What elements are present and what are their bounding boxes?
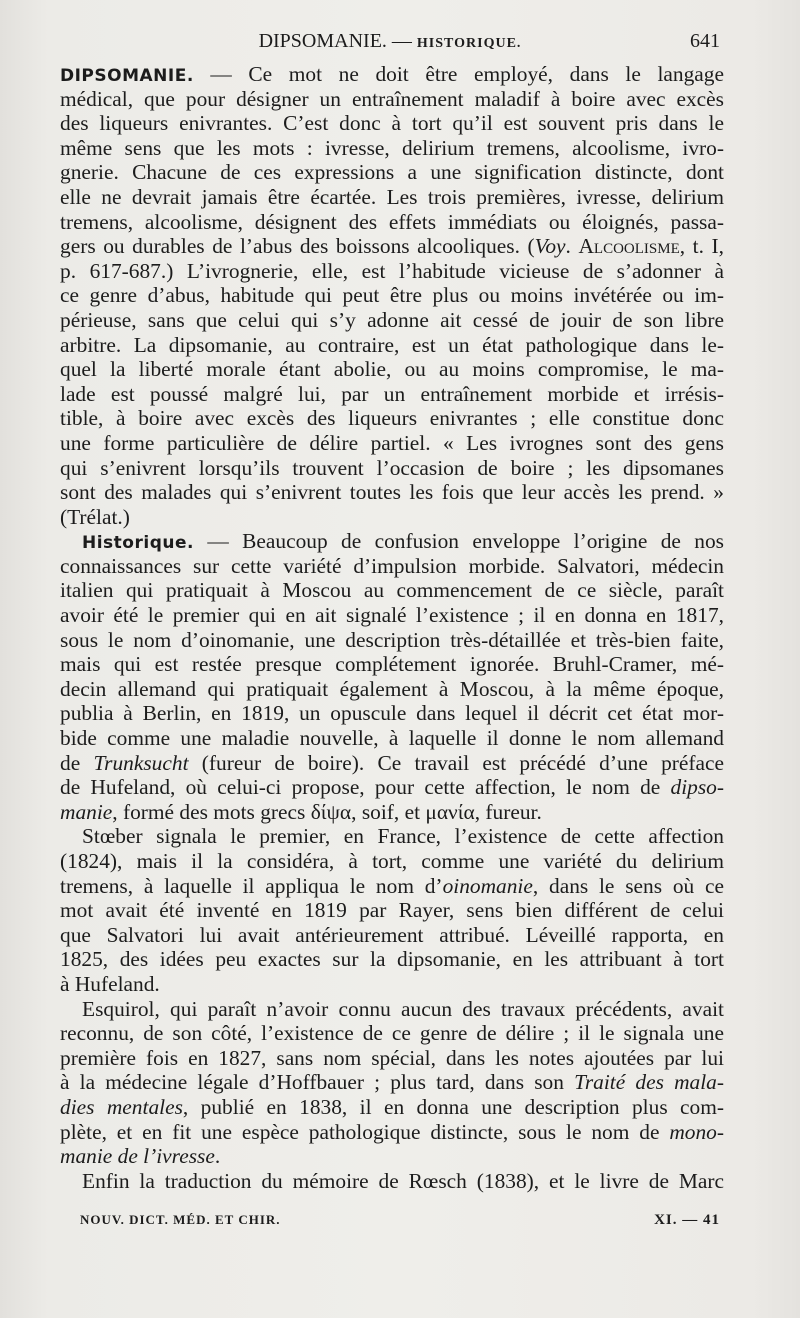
text-line xyxy=(60,1095,724,1120)
text-run: bide comme une maladie nouvelle, à laquelle il donne le nom allemand xyxy=(60,726,724,751)
text-line xyxy=(60,947,724,972)
text-line xyxy=(60,160,724,185)
text-run: à Hufeland. xyxy=(60,971,160,996)
text-line xyxy=(60,234,724,259)
text-run: mot avait été inventé en 1819 par Rayer, sens bien différent de celui xyxy=(60,898,724,923)
text-run: gnerie. Chacune de ces expressions a une signification distincte, dont xyxy=(60,160,724,185)
text-run: lade est poussé malgré lui, par un entraînement morbide et irrésis- xyxy=(60,381,724,406)
text-line xyxy=(60,111,724,136)
running-header xyxy=(60,30,720,58)
header-title-main: DIPSOMANIE. — xyxy=(258,30,412,52)
text-run: même sens que les mots : ivresse, delirium tremens, alcoolisme, ivro- xyxy=(60,135,724,160)
text-run: dies mentales xyxy=(60,1094,183,1119)
article-body xyxy=(60,62,724,1193)
text-run: , dans le sens où ce xyxy=(532,873,724,898)
text-line xyxy=(60,259,724,284)
text-run: une forme particulière de délire partiel. « Les ivrognes sont des gens xyxy=(60,430,724,455)
text-line xyxy=(60,849,724,874)
text-run: première fois en 1827, sans nom spécial, dans les notes ajoutées par lui xyxy=(60,1045,724,1070)
text-run: (fureur de boire). Ce travail est précédé d’une préface xyxy=(188,750,724,775)
text-line xyxy=(60,1120,724,1145)
text-run: , publié en 1838, il en donna une description plus com- xyxy=(182,1094,724,1119)
text-run: des liqueurs enivrantes. C’est donc à tort qu’il est souvent pris dans le xyxy=(60,111,724,136)
text-line xyxy=(60,456,724,481)
page-number: 641 xyxy=(690,30,720,52)
text-run: 1825, des idées peu exactes sur la dipsomanie, en les attribuant à tort xyxy=(60,947,724,972)
text-run: Stœber signala le premier, en France, l’existence de cette affection xyxy=(82,824,724,849)
text-line xyxy=(60,431,724,456)
text-line xyxy=(60,898,724,923)
text-run: Alcoolisme xyxy=(578,234,680,259)
text-line xyxy=(60,652,724,677)
text-line xyxy=(60,677,724,702)
text-line xyxy=(60,87,724,112)
text-run: . xyxy=(214,1144,221,1169)
text-line xyxy=(60,62,724,87)
text-run: gers ou durables de l’abus des boissons alcooliques. ( xyxy=(60,234,535,259)
text-run: plète, et en fit une espèce pathologique distincte, sous le nom de xyxy=(60,1119,670,1144)
text-run: . xyxy=(565,234,579,259)
text-run: médical, que pour désigner un entraînement maladif à boire avec excès xyxy=(60,86,724,111)
text-run: (1824), mais il la considéra, à tort, comme une variété du delirium xyxy=(60,849,724,873)
text-line xyxy=(60,578,724,603)
text-line xyxy=(60,972,724,997)
header-title-section: HISTORIQUE. xyxy=(416,36,522,51)
text-run: manie de l’ivresse xyxy=(60,1144,215,1169)
text-run: sont des malades qui s’enivrent toutes les fois que leur accès les prend. » xyxy=(60,480,724,505)
text-line xyxy=(60,1021,724,1046)
text-run: avoir été le premier qui en ait signalé l’existence ; il en donna en 1817, xyxy=(60,603,724,628)
text-run: (Trélat.) xyxy=(60,504,130,529)
text-run: italien qui pratiquait à Moscou au commencement de ce siècle, paraît xyxy=(60,578,724,603)
text-run: publia à Berlin, en 1819, un opuscule dans lequel il décrit cet état mor- xyxy=(60,701,724,726)
text-run: de xyxy=(60,750,94,775)
footer-volume: XI. — 41 xyxy=(654,1212,720,1228)
text-run: qui s’enivrent lorsqu’ils trouvent l’occasion de boire ; les dipsomanes xyxy=(60,455,724,480)
text-line xyxy=(60,554,724,579)
text-run: tible, à boire avec excès des liqueurs enivrantes ; elle constitue donc xyxy=(60,406,724,431)
section-heading: Historique. xyxy=(82,533,194,554)
text-run: mono- xyxy=(669,1119,724,1144)
text-line xyxy=(60,333,724,358)
text-run: à la médecine légale d’Hoffbauer ; plus tard, dans son xyxy=(60,1070,575,1095)
text-line xyxy=(60,701,724,726)
text-run: mais qui est restée presque complétement ignorée. Bruhl-Cramer, mé- xyxy=(60,652,724,677)
text-run: de Hufeland, où celui-ci propose, pour cette affection, le nom de xyxy=(60,775,671,800)
page-footer xyxy=(80,1212,720,1234)
text-line xyxy=(60,210,724,235)
text-line xyxy=(60,751,724,776)
text-line xyxy=(60,308,724,333)
text-run: tremens, alcoolisme, désignent des effets immédiats ou éloignés, passa- xyxy=(60,209,724,234)
text-run: oinomanie xyxy=(442,873,533,898)
text-run: Enfin la traduction du mémoire de Rœsch (1838), et le livre de Marc xyxy=(82,1168,724,1193)
text-line xyxy=(60,382,724,407)
text-line xyxy=(60,406,724,431)
text-run: connaissances sur cette variété d’impulsion morbide. Salvatori, médecin xyxy=(60,553,724,578)
text-line xyxy=(60,1070,724,1095)
text-run: arbitre. La dipsomanie, au contraire, est un état pathologique dans le- xyxy=(60,332,724,357)
text-run: — Ce mot ne doit être employé, dans le langage xyxy=(193,62,724,86)
text-line xyxy=(60,1144,724,1169)
text-line xyxy=(60,480,724,505)
text-line xyxy=(60,824,724,849)
text-run: que Salvatori lui avait antérieurement attribué. Léveillé rapporta, en xyxy=(60,922,724,947)
text-run: — Beaucoup de confusion enveloppe l’origine de nos xyxy=(193,529,724,554)
text-run: , formé des mots grecs δίψα, soif, et μανία, fureur. xyxy=(112,799,542,824)
text-run: decin allemand qui pratiquait également à Moscou, à la même époque, xyxy=(60,676,724,701)
text-line xyxy=(60,775,724,800)
text-line xyxy=(60,800,724,825)
text-line xyxy=(60,1169,724,1194)
text-run: Trunksucht xyxy=(93,750,189,775)
text-line xyxy=(60,628,724,653)
text-run: dipso- xyxy=(670,775,724,800)
text-run: Traité des mala- xyxy=(574,1070,724,1095)
text-run: quel la liberté morale étant abolie, ou au moins compromise, le ma- xyxy=(60,357,724,382)
header-title xyxy=(60,30,720,53)
text-line xyxy=(60,997,724,1022)
text-run: périeuse, sans que celui qui s’y adonne ait cessé de jouir de son libre xyxy=(60,307,724,332)
text-run: Esquirol, qui paraît n’avoir connu aucun des travaux précédents, avait xyxy=(82,996,724,1021)
text-line xyxy=(60,726,724,751)
text-run: sous le nom d’oinomanie, une description très-détaillée et très-bien faite, xyxy=(60,627,724,652)
text-run: Voy xyxy=(534,234,566,259)
section-heading: DIPSOMANIE. xyxy=(60,66,194,86)
text-line xyxy=(60,529,724,554)
text-line xyxy=(60,603,724,628)
text-run: , t. I, xyxy=(679,234,724,259)
text-line xyxy=(60,874,724,899)
footer-signature: NOUV. DICT. MÉD. ET CHIR. xyxy=(80,1212,281,1227)
text-line xyxy=(60,185,724,210)
text-line xyxy=(60,136,724,161)
text-run: tremens, à laquelle il appliqua le nom d’ xyxy=(60,873,443,898)
text-line xyxy=(60,357,724,382)
text-run: elle ne devrait jamais être écartée. Les trois premières, ivresse, delirium xyxy=(60,184,724,209)
text-line xyxy=(60,1046,724,1071)
text-run: manie xyxy=(60,799,113,824)
text-line xyxy=(60,505,724,530)
text-run: reconnu, de son côté, l’existence de ce genre de délire ; il le signala une xyxy=(60,1021,724,1046)
text-line xyxy=(60,923,724,948)
text-line xyxy=(60,283,724,308)
text-run: p. 617-687.) L’ivrognerie, elle, est l’habitude vicieuse de s’adonner à xyxy=(60,258,724,283)
text-run: ce genre d’abus, habitude qui peut être plus ou moins invétérée ou im- xyxy=(60,283,724,308)
